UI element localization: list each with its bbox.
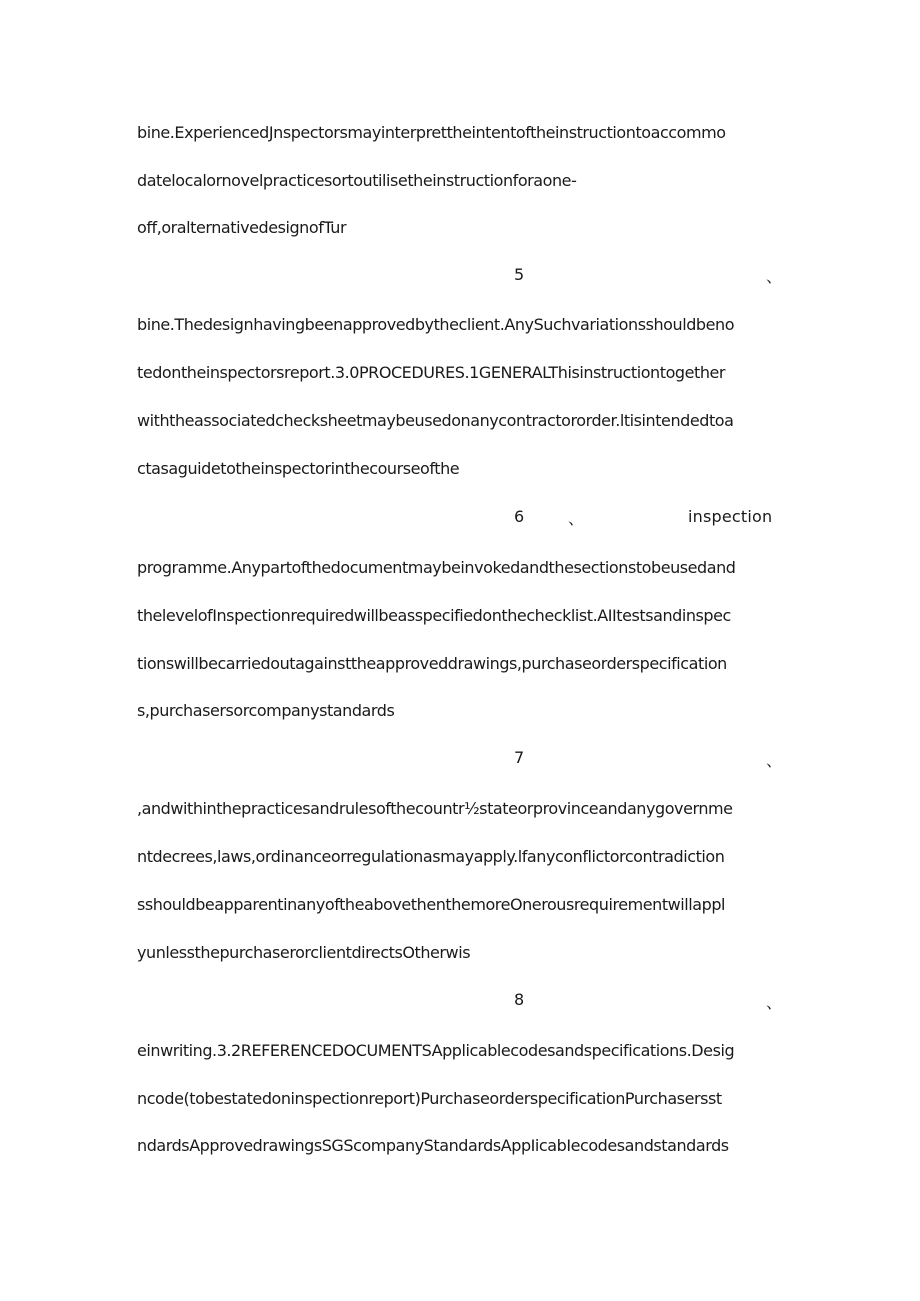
text-line: s,purchasersorcompanystandards	[137, 701, 395, 720]
text-line: thelevelofInspectionrequiredwillbeasspecifiedonthechecklist.AIItestsandinspec	[137, 606, 731, 625]
enumeration-comma-mark: 、	[766, 267, 783, 286]
text-line: withtheassociatedchecksheetmaybeusedonanycontractororder.ltisintendedtoa	[137, 411, 734, 430]
text-line: bine.Thedesignhavingbeenapprovedbytheclient.AnySuchvariationsshouldbeno	[137, 315, 735, 334]
page-number-marker: 6	[514, 507, 525, 526]
page-number-marker: 5	[514, 265, 525, 284]
text-line: sshouldbeapparentinanyoftheabovethenthemoreOnerousrequirementwillappl	[137, 895, 726, 914]
text-line: bine.ExperiencedJnspectorsmayinterprettheintentoftheinstructiontoaccommo	[137, 123, 726, 142]
text-line: off,oralternativedesignofTur	[137, 218, 347, 237]
page-number-marker: 7	[514, 748, 525, 767]
text-line: tionswillbecarriedoutagainsttheapproveddrawings,purchaseorderspecification	[137, 654, 727, 673]
enumeration-comma-mark: 、	[766, 993, 783, 1012]
text-line: datelocalornovelpracticesortoutilisetheinstructionforaone-	[137, 171, 577, 190]
page-number-marker: 8	[514, 990, 525, 1009]
text-line: programme.Anypartofthedocumentmaybeinvokedandthesectionstobeusedand	[137, 558, 736, 577]
text-line: ntdecrees,laws,ordinanceorregulationasmayapply.lfanyconflictorcontradiction	[137, 847, 725, 866]
marker-word: inspection	[688, 507, 773, 526]
text-line: ,andwithinthepracticesandrulesofthecountr½stateorprovinceandanygovernme	[137, 799, 733, 818]
text-line: ndardsApprovedrawingsSGScompanyStandardsAppIicabIecodesandstandards	[137, 1136, 729, 1155]
text-line: ncode(tobestatedoninspectionreport)PurchaseorderspecificationPurchasersst	[137, 1089, 722, 1108]
text-line: einwriting.3.2REFERENCEDOCUMENTSApplicablecodesandspecifications.Desig	[137, 1041, 735, 1060]
text-line: yunlessthepurchaserorclientdirectsOtherwis	[137, 943, 471, 962]
enumeration-comma-mark: 、	[766, 751, 783, 770]
text-line: tedontheinspectorsreport.3.0PROCEDURES.1GENERALThisinstructiontogether	[137, 363, 726, 382]
enumeration-comma-mark: 、	[568, 509, 585, 528]
text-line: ctasaguidetotheinspectorinthecourseofthe	[137, 459, 460, 478]
